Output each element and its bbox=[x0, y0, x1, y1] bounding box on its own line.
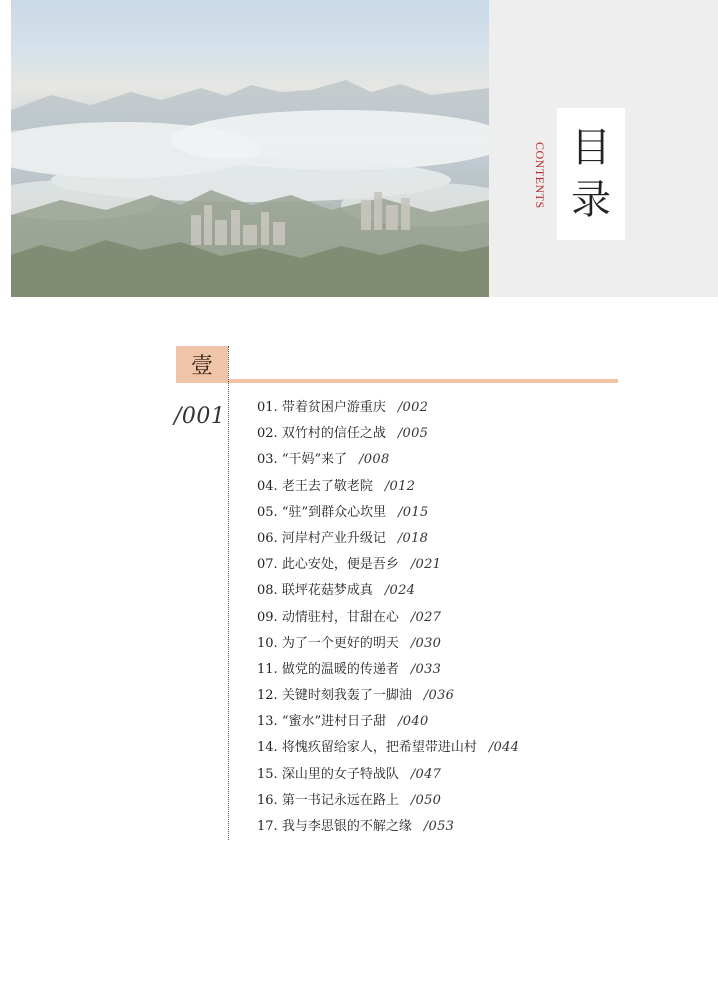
toc-title: 此心安处，便是吾乡 bbox=[281, 557, 399, 573]
toc-title: “驻”到群众心坎里 bbox=[281, 504, 387, 520]
toc-title: “干妈”来了 bbox=[281, 452, 348, 468]
toc-num: 05. bbox=[257, 504, 278, 520]
header-photo bbox=[11, 0, 489, 297]
toc-item[interactable] bbox=[257, 791, 677, 817]
toc-page: /044 bbox=[488, 740, 520, 756]
toc-item[interactable] bbox=[257, 712, 677, 738]
section-page-number: /001 bbox=[174, 404, 226, 429]
toc-num: 01. bbox=[257, 400, 278, 415]
toc-item[interactable] bbox=[257, 477, 677, 503]
toc-num: 02. bbox=[257, 426, 278, 442]
toc-title: 老王去了敬老院 bbox=[281, 478, 373, 494]
toc-title: “蜜水”进村日子甜 bbox=[281, 714, 387, 730]
toc-title: 我与李思银的不解之缘 bbox=[281, 819, 412, 834]
toc-num: 03. bbox=[257, 452, 278, 468]
toc-num: 14. bbox=[257, 740, 278, 756]
toc-page: /018 bbox=[397, 530, 429, 546]
toc-title: 动情驻村，甘甜在心 bbox=[281, 609, 399, 625]
landscape-illustration bbox=[11, 0, 489, 297]
toc-title: 做党的温暖的传递者 bbox=[281, 661, 399, 677]
toc-num: 10. bbox=[257, 635, 278, 651]
toc-item[interactable] bbox=[257, 765, 677, 791]
toc-item[interactable] bbox=[257, 581, 677, 607]
toc-num: 08. bbox=[257, 583, 278, 599]
toc-num: 07. bbox=[257, 557, 278, 573]
toc-page: /027 bbox=[410, 609, 442, 625]
page-title bbox=[557, 108, 625, 240]
toc-num: 16. bbox=[257, 792, 278, 808]
toc-page: /015 bbox=[398, 504, 429, 520]
toc-page: /030 bbox=[410, 635, 442, 651]
title-char-1: 目 bbox=[571, 125, 611, 171]
toc-num: 13. bbox=[257, 714, 278, 730]
toc-num: 12. bbox=[257, 688, 278, 704]
toc-page: /024 bbox=[384, 583, 416, 599]
toc-item[interactable] bbox=[257, 424, 677, 450]
toc-page: /033 bbox=[410, 661, 442, 677]
toc-page: /008 bbox=[359, 452, 390, 468]
toc-title: 关键时刻我轰了一脚油 bbox=[281, 688, 412, 704]
toc-page: /002 bbox=[397, 400, 429, 415]
toc-page: /047 bbox=[410, 766, 442, 782]
toc-item[interactable] bbox=[257, 686, 677, 712]
toc-title: 带着贫困户游重庆 bbox=[281, 400, 386, 415]
toc-item[interactable] bbox=[257, 738, 677, 764]
toc-page: /050 bbox=[410, 792, 442, 808]
toc-num: 11. bbox=[257, 661, 278, 677]
title-char-2: 录 bbox=[571, 177, 611, 223]
toc-title: 深山里的女子特战队 bbox=[281, 766, 399, 782]
toc-item[interactable] bbox=[257, 450, 677, 476]
contents-label: CONTENTS bbox=[533, 142, 547, 209]
toc-item[interactable] bbox=[257, 555, 677, 581]
toc-num: 17. bbox=[257, 819, 278, 834]
toc-page: /012 bbox=[384, 478, 416, 494]
section-badge: 壹 bbox=[176, 346, 228, 383]
toc-title: 第一书记永远在路上 bbox=[281, 792, 399, 808]
toc-page: /005 bbox=[397, 426, 429, 442]
toc-num: 09. bbox=[257, 609, 278, 625]
toc-title: 联坪花菇梦成真 bbox=[281, 583, 373, 599]
toc-title: 将愧疚留给家人，把希望带进山村 bbox=[281, 740, 477, 756]
section-divider bbox=[228, 379, 618, 383]
toc-item[interactable] bbox=[257, 503, 677, 529]
toc-title: 为了一个更好的明天 bbox=[281, 635, 399, 651]
toc-num: 15. bbox=[257, 766, 278, 782]
toc-item[interactable] bbox=[257, 398, 677, 424]
toc-title: 双竹村的信任之战 bbox=[281, 426, 386, 442]
toc-num: 06. bbox=[257, 530, 278, 546]
toc-item[interactable] bbox=[257, 634, 677, 660]
vertical-dotted-rule bbox=[228, 346, 229, 840]
toc-item[interactable] bbox=[257, 608, 677, 634]
toc-list bbox=[257, 398, 677, 843]
toc-title: 河岸村产业升级记 bbox=[281, 530, 386, 546]
toc-page: /021 bbox=[410, 557, 442, 573]
toc-num: 04. bbox=[257, 478, 278, 494]
toc-item[interactable] bbox=[257, 817, 677, 843]
toc-page: /036 bbox=[423, 688, 455, 704]
toc-page: /040 bbox=[398, 714, 429, 730]
toc-item[interactable] bbox=[257, 529, 677, 555]
toc-item[interactable] bbox=[257, 660, 677, 686]
toc-page: /053 bbox=[423, 819, 455, 834]
